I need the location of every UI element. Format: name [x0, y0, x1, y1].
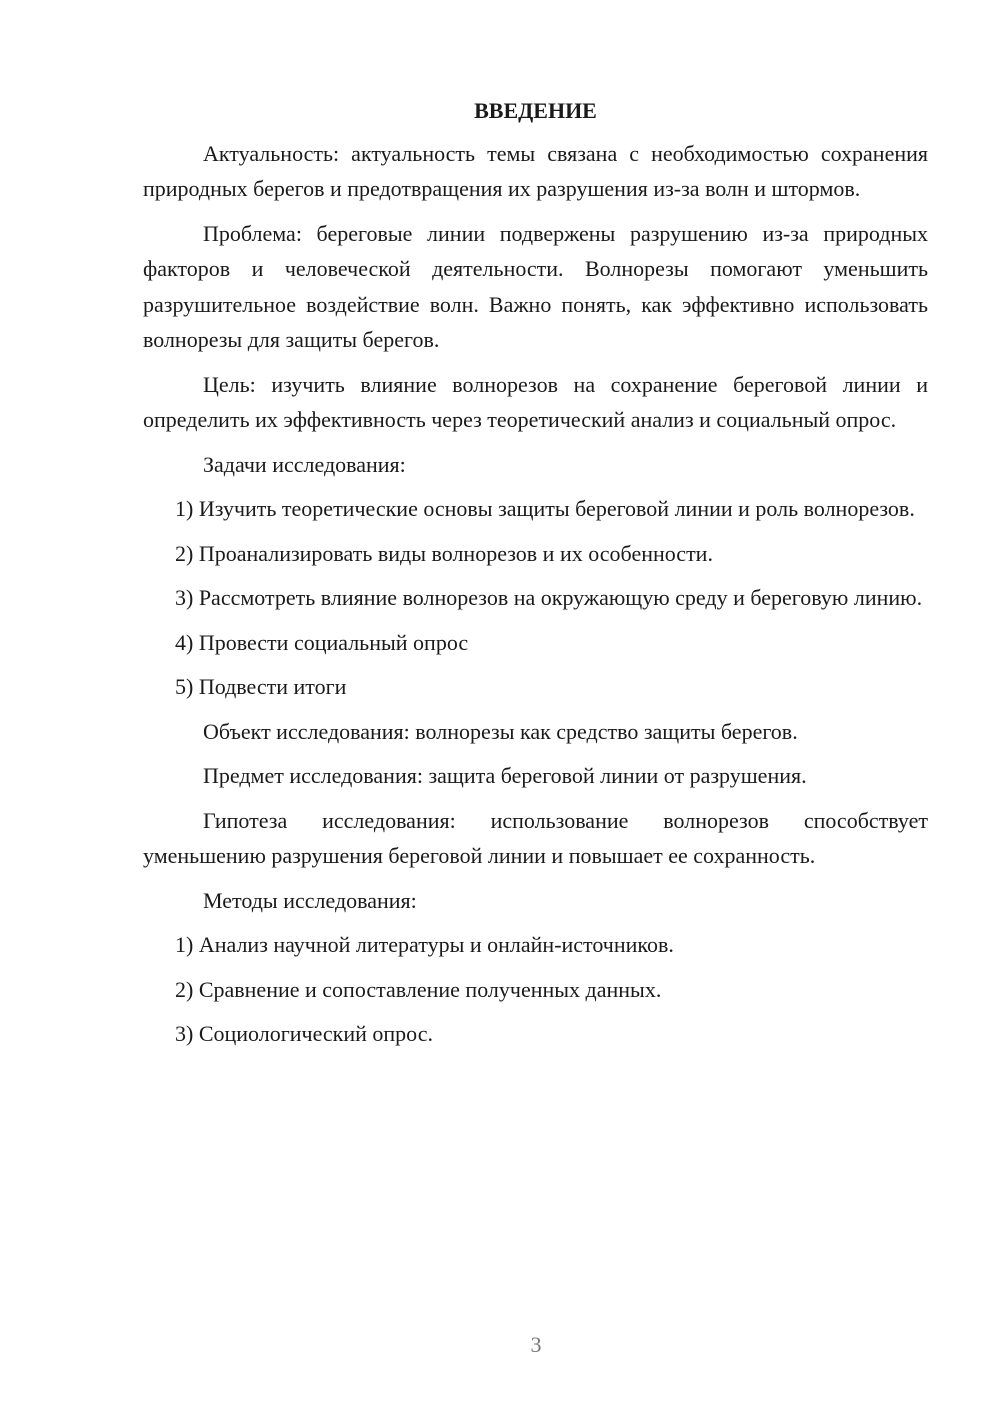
method-item: 1) Анализ научной литературы и онлайн-источников.	[175, 932, 674, 957]
goal-paragraph: Цель: изучить влияние волнорезов на сохранение береговой линии и определить их эффективность через теоретический анализ и социальный опрос.	[143, 371, 928, 432]
page-number: 3	[530, 1332, 542, 1357]
object-paragraph: Объект исследования: волнорезы как средство защиты берегов.	[203, 718, 798, 744]
methods-heading: Методы исследования:	[203, 887, 417, 913]
method-item: 2) Сравнение и сопоставление полученных данных.	[175, 976, 662, 1002]
document-body	[143, 93, 928, 1061]
hypothesis-paragraph: Гипотеза исследования: использование волнорезов способствует уменьшению разрушения береговой линии и повышает ее сохранность.	[143, 807, 928, 868]
tasks-heading: Задачи исследования:	[203, 451, 406, 477]
task-item: 3) Рассмотреть влияние волнорезов на окружающую среду и береговую линию.	[175, 585, 923, 610]
problem-paragraph: Проблема: береговые линии подвержены разрушению из-за природных факторов и человеческой деятельности. Волнорезы помогают уменьшить разрушительное воздействие волн. Важно понять, как эффективно использовать волнорезы для защиты берегов.	[143, 220, 928, 352]
subject-paragraph: Предмет исследования: защита береговой линии от разрушения.	[203, 763, 807, 788]
task-item: 1) Изучить теоретические основы защиты береговой линии и роль волнорезов.	[175, 496, 915, 521]
task-item: 5) Подвести итоги	[175, 674, 347, 699]
method-item: 3) Социологический опрос.	[175, 1021, 433, 1046]
task-item: 2) Проанализировать виды волнорезов и их особенности.	[175, 540, 713, 566]
relevance-paragraph: Актуальность: актуальность темы связана с необходимостью сохранения природных берегов и предотвращения их разрушения из-за волн и штормов.	[143, 140, 928, 201]
section-title: ВВЕДЕНИЕ	[474, 98, 597, 123]
task-item: 4) Провести социальный опрос	[175, 629, 469, 655]
